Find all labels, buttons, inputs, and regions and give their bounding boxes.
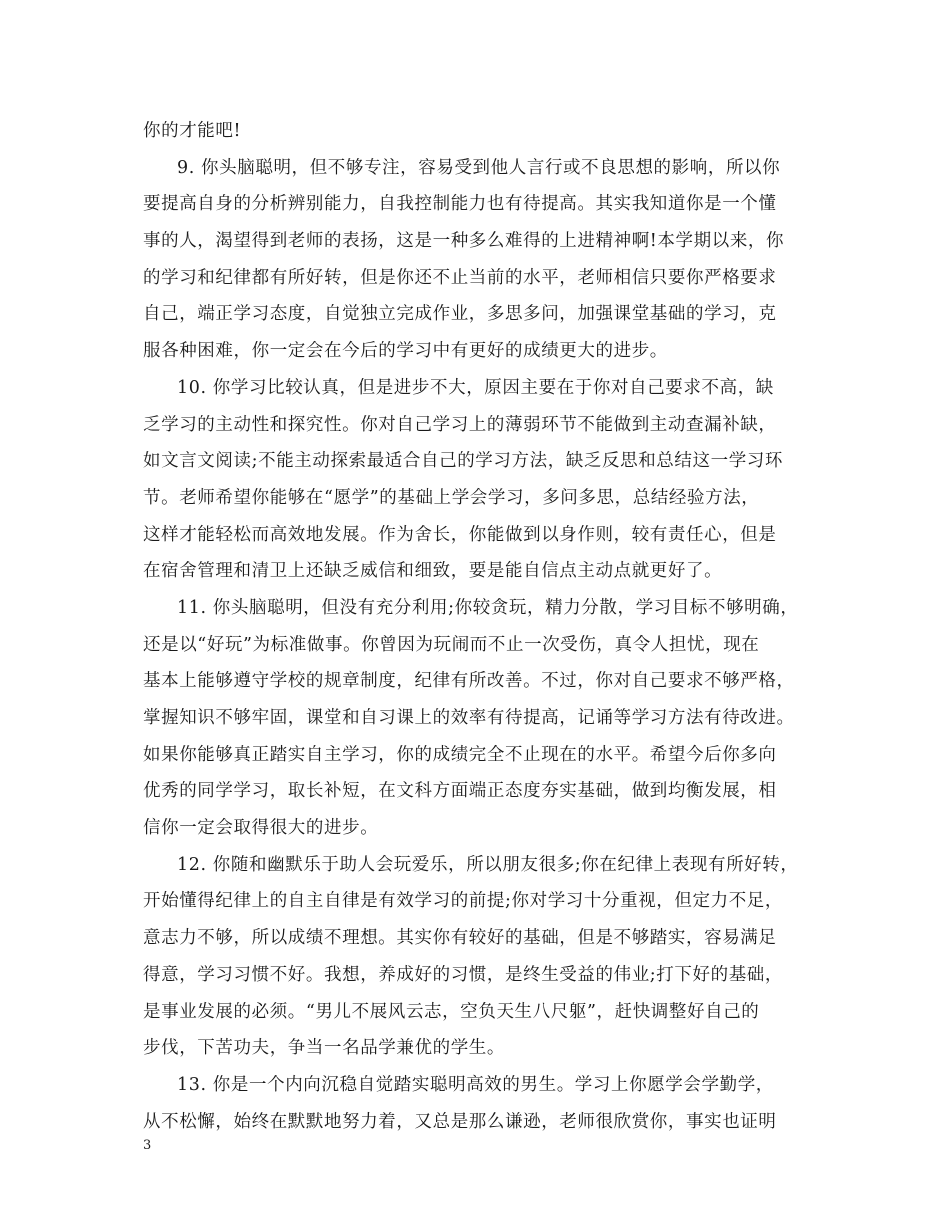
paragraph-comment-9 <box>143 150 823 370</box>
paragraph-continuation <box>143 113 823 150</box>
page-number: 3 <box>143 1138 152 1153</box>
text-line: 还是以“好玩”为标准做事。你曾因为玩闹而不止一次受伤，真令人担忧，现在 <box>143 634 760 655</box>
paragraph-comment-12 <box>143 847 823 1067</box>
text-line: 事的人，渴望得到老师的表扬，这是一种多么难得的上进精神啊!本学期以来，你 <box>143 231 785 252</box>
text-line: 服各种困难，你一定会在今后的学习中有更好的成绩更大的进步。 <box>143 341 668 362</box>
text-line: 如文言文阅读;不能主动探索最适合自己的学习方法，缺乏反思和总结这一学习环 <box>143 451 783 472</box>
document-body <box>143 113 823 1140</box>
paragraph-comment-11 <box>143 590 823 847</box>
text-line: 意志力不够，所以成绩不理想。其实你有较好的基础，但是不够踏实，容易满足 <box>143 928 777 949</box>
text-line: 得意，学习习惯不好。我想，养成好的习惯，是终生受益的伟业;打下好的基础， <box>143 964 783 985</box>
paragraph-comment-10 <box>143 370 823 590</box>
text-line: 这样才能轻松而高效地发展。作为舍长，你能做到以身作则，较有责任心，但是 <box>143 524 777 545</box>
text-line: 是事业发展的必须。“男儿不展风云志，空负天生八尺躯”，赶快调整好自己的 <box>143 1001 760 1022</box>
text-line: 9. 你头脑聪明，但不够专注，容易受到他人言行或不良思想的影响，所以你 <box>177 157 781 178</box>
text-line: 开始懂得纪律上的自主自律是有效学习的前提;你对学习十分重视，但定力不足， <box>143 891 783 912</box>
text-line: 你的才能吧! <box>143 121 242 141</box>
text-line: 基本上能够遵守学校的规章制度，纪律有所改善。不过，你对自己要求不够严格， <box>143 671 795 692</box>
text-line: 从不松懈，始终在默默地努力着，又总是那么谦逊，老师很欣赏你，事实也证明 <box>143 1111 777 1132</box>
text-line: 10. 你学习比较认真，但是进步不大，原因主要在于你对自己要求不高，缺 <box>177 377 774 398</box>
text-line: 信你一定会取得很大的进步。 <box>143 818 379 839</box>
text-line: 要提高自身的分析辨别能力，自我控制能力也有待提高。其实我知道你是一个懂 <box>143 194 777 215</box>
text-line: 步伐，下苦功夫，争当一名品学兼优的学生。 <box>143 1038 505 1059</box>
text-line: 13. 你是一个内向沉稳自觉踏实聪明高效的男生。学习上你愿学会学勤学， <box>177 1074 774 1095</box>
text-line: 11. 你头脑聪明，但没有充分利用;你较贪玩，精力分散，学习目标不够明确， <box>177 597 799 618</box>
text-line: 优秀的同学学习，取长补短，在文科方面端正态度夯实基础，做到均衡发展，相 <box>143 781 777 802</box>
text-line: 节。老师希望你能够在“愿学”的基础上学会学习，多问多思，总结经验方法， <box>143 487 760 508</box>
text-line: 12. 你随和幽默乐于助人会玩爱乐，所以朋友很多;你在纪律上表现有所好转， <box>177 854 799 875</box>
paragraph-comment-13 <box>143 1067 823 1140</box>
text-line: 在宿舍管理和清卫上还缺乏威信和细致，要是能自信点主动点就更好了。 <box>143 561 723 582</box>
text-line: 自己，端正学习态度，自觉独立完成作业，多思多问，加强课堂基础的学习，克 <box>143 304 777 325</box>
text-line: 掌握知识不够牢固，课堂和自习课上的效率有待提高，记诵等学习方法有待改进。 <box>143 708 795 728</box>
text-line: 如果你能够真正踏实自主学习，你的成绩完全不止现在的水平。希望今后你多向 <box>143 744 777 765</box>
text-line: 乏学习的主动性和探究性。你对自己学习上的薄弱环节不能做到主动查漏补缺， <box>143 414 777 435</box>
text-line: 的学习和纪律都有所好转，但是你还不止当前的水平，老师相信只要你严格要求 <box>143 267 777 288</box>
